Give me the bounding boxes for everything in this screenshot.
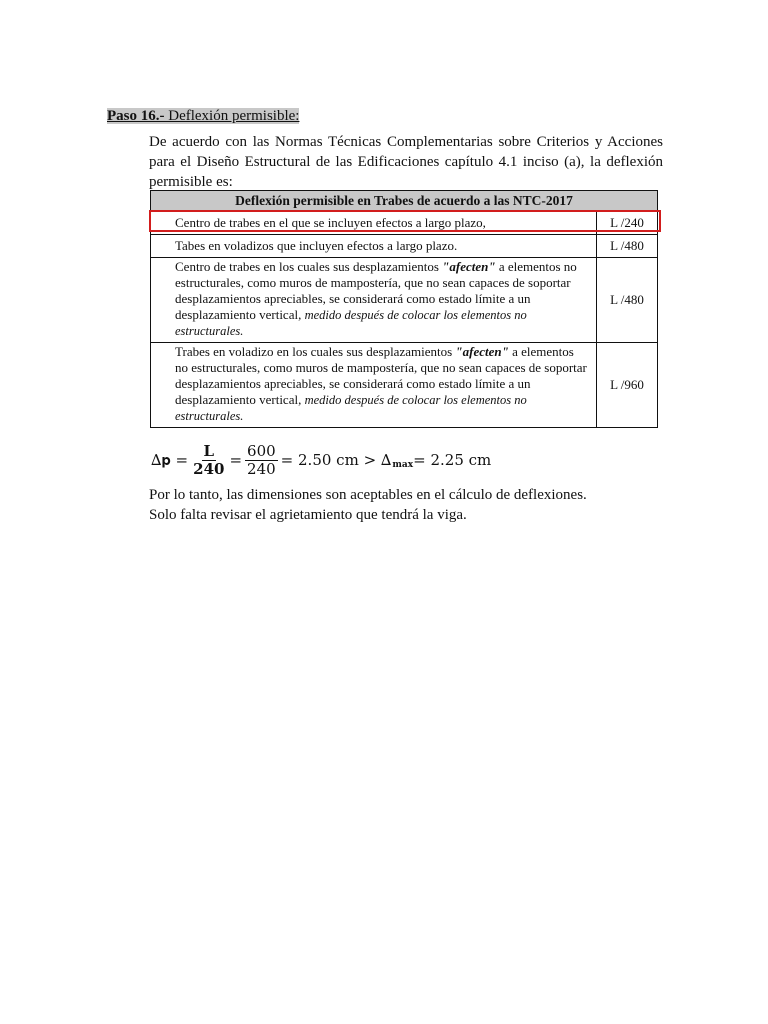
row-description: Tabes en voladizos que incluyen efectos a largo plazo. xyxy=(151,235,597,258)
step-title: Deflexión permisible: xyxy=(164,108,300,124)
row-emphasis: "afecten" xyxy=(442,259,496,274)
formula-subscript: max xyxy=(392,460,414,470)
row-limit: L /480 xyxy=(597,258,658,343)
table-row xyxy=(151,343,658,428)
step-label: Paso 16.- xyxy=(107,108,165,124)
row-description: Centro de trabes en el que se incluyen efectos a largo plazo, xyxy=(151,212,597,235)
fraction-l-over-240 xyxy=(191,443,226,478)
deflection-formula xyxy=(151,440,491,480)
row-limit: L /480 xyxy=(597,235,658,258)
table-row xyxy=(151,258,658,343)
formula-rhs: = 2.25 cm xyxy=(413,451,492,469)
row-description xyxy=(151,258,597,343)
fraction-numerator: 600 xyxy=(247,441,276,460)
row-text: Trabes en voladizo en los cuales sus desplazamientos xyxy=(175,344,456,359)
fraction-denominator: 𝟐𝟒𝟎 xyxy=(193,459,225,478)
step-heading xyxy=(107,107,299,125)
row-text: Centro de trabes en los cuales sus desplazamientos xyxy=(175,259,443,274)
row-italic-note: medido después de colocar los elementos no estructurales. xyxy=(175,393,527,423)
row-limit: L /240 xyxy=(597,212,658,235)
row-limit: L /960 xyxy=(597,343,658,428)
formula-equals: = xyxy=(229,451,243,469)
conclusion-line: Por lo tanto, las dimensiones son aceptables en el cálculo de deflexiones. xyxy=(149,487,587,503)
row-text: a elementos no estructurales, como muros de mampostería, que no sean capaces de soportar desplazamientos apreciables, se considerará como estado límite a un desplazamiento vertical, xyxy=(175,259,577,322)
conclusion xyxy=(149,485,587,525)
row-emphasis: "afecten" xyxy=(455,344,509,359)
row-text: a elementos no estructurales, como muros de mampostería, que no sean capaces de soportar desplazamientos apreciables, se considerará como estado límite a un desplazamiento vertical, xyxy=(175,344,587,407)
fraction-denominator: 240 xyxy=(247,459,276,478)
fraction-numerator: 𝐋 xyxy=(203,441,215,460)
table-header: Deflexión permisible en Trabes de acuerdo a las NTC-2017 xyxy=(151,191,658,212)
conclusion-line: Solo falta revisar el agrietamiento que tendrá la viga. xyxy=(149,507,467,523)
row-italic-note: medido después de colocar los elementos no estructurales. xyxy=(175,308,527,338)
highlight-box xyxy=(149,210,661,232)
table-row xyxy=(151,235,658,258)
formula-lhs: ∆𝐩 = xyxy=(151,451,189,469)
row-description xyxy=(151,343,597,428)
formula-result: = 2.50 cm > ∆ xyxy=(280,451,392,469)
intro-paragraph: De acuerdo con las Normas Técnicas Complementarias sobre Criterios y Acciones para el Diseño Estructural de las Edificaciones capítulo 4.1 inciso (a), la deflexión permisible es: xyxy=(149,134,663,190)
fraction-600-over-240 xyxy=(245,443,278,478)
